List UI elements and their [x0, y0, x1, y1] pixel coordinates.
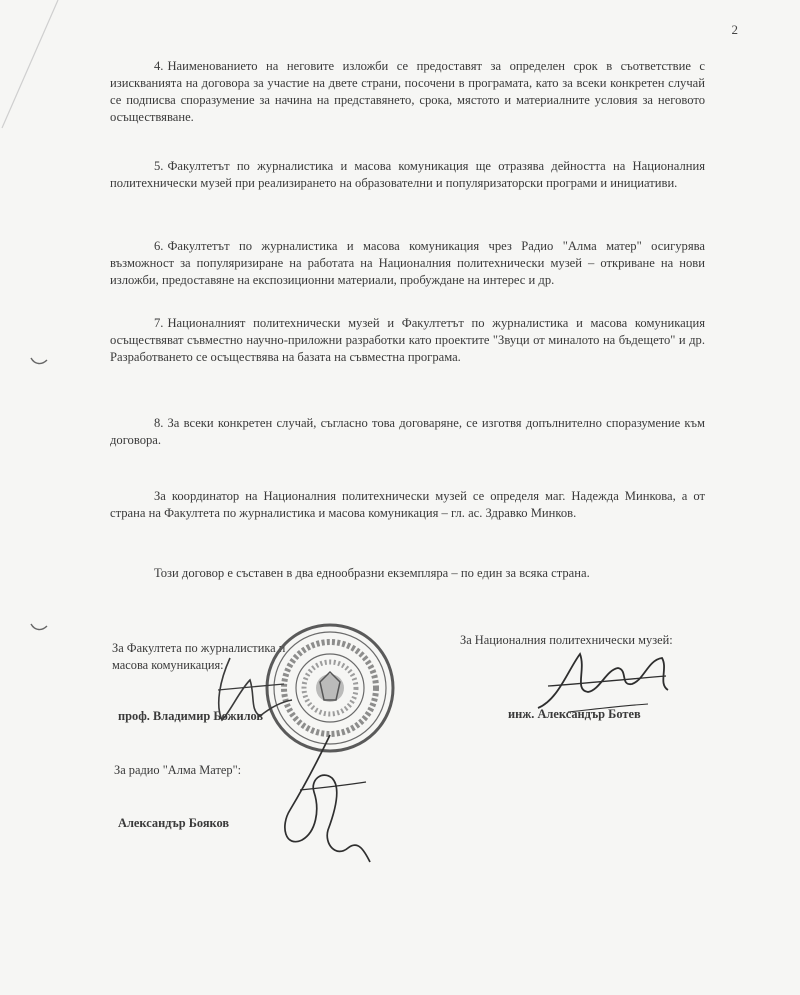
punch-mark [30, 356, 48, 366]
right-signatory-name: инж. Александър Ботев [508, 707, 641, 721]
paragraph-text: За всеки конкретен случай, съгласно това договаряне, се изготвя допълнително споразумение към договора. [110, 416, 705, 447]
radio-signatory-name: Александър Бояков [118, 816, 230, 830]
paragraph-number: 4. [154, 59, 164, 73]
radio-party-label: За радио "Алма Матер": [114, 763, 242, 777]
paragraph-number: 6. [154, 239, 164, 253]
paragraph-4 [110, 58, 705, 126]
punch-mark [30, 622, 48, 632]
paragraph-7 [110, 315, 705, 366]
paragraph-text: За координатор на Националния политехнически музей се определя маг. Надежда Минкова, а от страна на Факултета по журналистика и масова комуникация – гл. ас. Здравко Минков. [110, 489, 705, 520]
paragraph-text: Факултетът по журналистика и масова комуникация ще отразява дейността на Националния политехнически музей при реализирането на образователни и популяризаторски програми и инициативи. [110, 159, 705, 190]
paragraph-text: Този договор е съставен в два еднообразни екземпляра – по един за всяка страна. [154, 566, 590, 580]
radio-signature [270, 730, 380, 870]
left-party-label: За Факултета по журналистика и масова комуникация: [112, 641, 286, 672]
left-signature [200, 650, 310, 730]
paragraph-text: Националният политехнически музей и Факултетът по журналистика и масова комуникация осъществяват съвместно научно-приложни разработки като проектите "Звуци от миналото на бъдещето" и др. Разработването се осъществява на базата на съвместна програма. [110, 316, 705, 364]
left-signatory-name: проф. Владимир Божилов [118, 709, 264, 723]
coordinators-paragraph [110, 488, 705, 522]
scan-edge-line [0, 0, 60, 130]
paragraph-6 [110, 238, 705, 289]
paragraph-number: 8. [154, 416, 164, 430]
paragraph-text: Факултетът по журналистика и масова комуникация чрез Радио "Алма матер" осигурява възможност за популяризиране на работата на Националния политехнически музей – откриване на нови изложби, предоставяне на експозиционни материали, пробуждане на интерес и др. [110, 239, 705, 287]
paragraph-number: 5. [154, 159, 164, 173]
right-party-label: За Националния политехнически музей: [460, 633, 673, 647]
paragraph-number: 7. [154, 316, 164, 330]
page-number: 2 [731, 22, 738, 37]
paragraph-5 [110, 158, 705, 192]
copies-paragraph [110, 565, 705, 582]
paragraph-8 [110, 415, 705, 449]
paragraph-text: Наименованието на неговите изложби се предоставят за определен срок в съответствие с изискванията на договора за участие на двете страни, посочени в програмата, като за всеки конкретен случай се подписва споразумение за начина на представянето, срока, мястото и материалните условия за неговото осъществяване. [110, 59, 705, 124]
right-signature [528, 640, 678, 720]
